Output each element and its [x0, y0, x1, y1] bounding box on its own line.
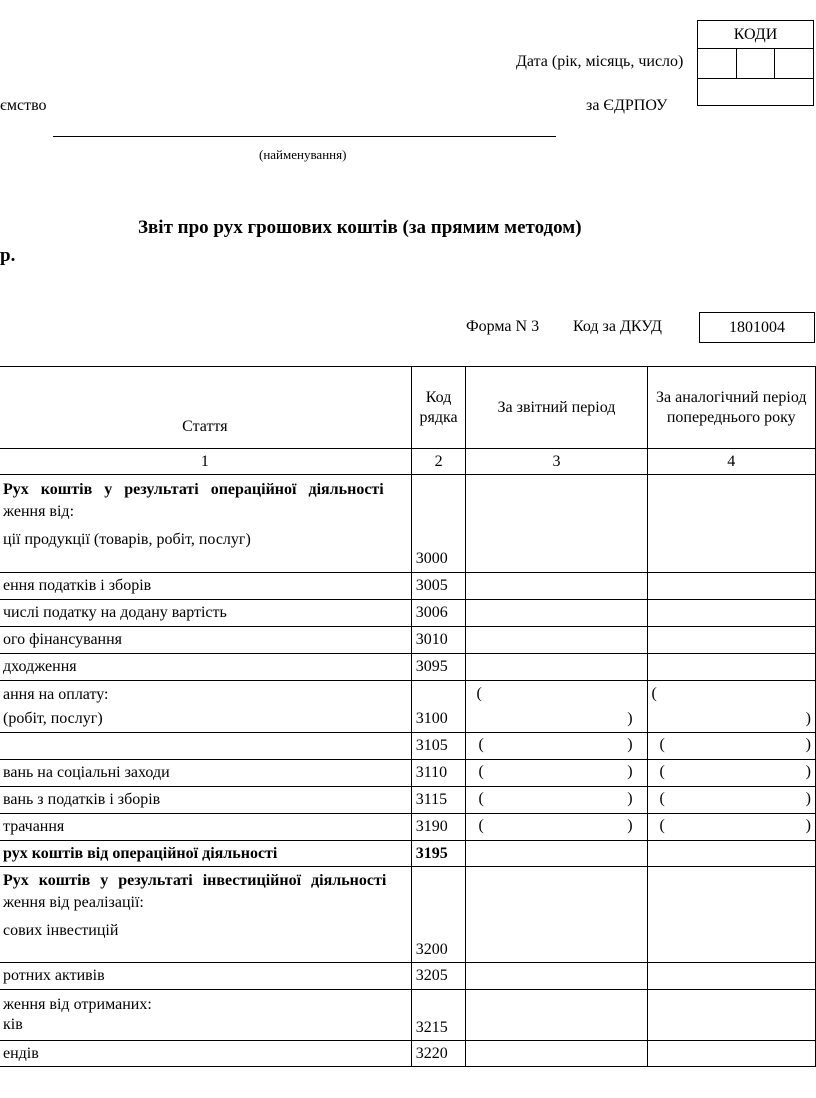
open-paren: ( — [659, 763, 665, 780]
codes-title: КОДИ — [698, 21, 813, 49]
row-label: вань з податків і зборів — [0, 787, 411, 814]
close-paren: ) — [805, 817, 811, 834]
open-paren: ( — [659, 736, 665, 753]
close-paren: ) — [805, 790, 811, 807]
col-number: 4 — [647, 449, 815, 475]
open-paren: ( — [476, 685, 482, 702]
row-label: трачання — [0, 814, 411, 841]
current-value-cell[interactable] — [466, 841, 647, 867]
close-paren: ) — [805, 710, 811, 727]
row-code: 3006 — [411, 600, 466, 627]
current-value-cell[interactable] — [466, 475, 647, 573]
header-article: Стаття — [0, 367, 411, 449]
row-label: ження від отриманих: — [3, 996, 152, 1013]
current-value-cell[interactable] — [466, 654, 647, 681]
previous-value-cell[interactable] — [647, 600, 815, 627]
date-code-cells — [698, 48, 813, 79]
section-title: Рух коштів у результаті операційної діяльності — [3, 481, 384, 498]
row-label: ендів — [0, 1041, 411, 1067]
close-paren: ) — [805, 736, 811, 753]
date-label: Дата (рік, місяць, число) — [516, 53, 684, 70]
row-code: 3190 — [411, 814, 466, 841]
table-row — [0, 1041, 816, 1067]
col-number: 1 — [0, 449, 411, 475]
name-caption: (найменування) — [259, 147, 347, 162]
table-row — [0, 787, 816, 814]
header-current: За звітний період — [466, 367, 647, 449]
date-year-cell[interactable] — [698, 48, 737, 78]
enterprise-label: ємство — [0, 97, 47, 114]
current-value-cell[interactable] — [466, 573, 647, 600]
dkud-label: Код за ДКУД — [573, 318, 662, 335]
current-value-cell[interactable] — [466, 760, 647, 787]
row-label: вань на соціальні заходи — [0, 760, 411, 787]
row-code: 3000 — [411, 475, 466, 573]
row-label: (робіт, послуг) — [3, 710, 103, 727]
row-label — [0, 733, 411, 760]
previous-value-cell[interactable] — [647, 627, 815, 654]
current-value-cell[interactable] — [466, 681, 647, 733]
row-label: ого фінансування — [0, 627, 411, 654]
row-label: числі податку на додану вартість — [0, 600, 411, 627]
row-code: 3095 — [411, 654, 466, 681]
row-code: 3110 — [411, 760, 466, 787]
col-number: 2 — [411, 449, 466, 475]
previous-value-cell[interactable] — [647, 475, 815, 573]
row-label: ків — [3, 1016, 23, 1033]
row-label: ення податків і зборів — [0, 573, 411, 600]
open-paren: ( — [478, 790, 484, 807]
previous-value-cell[interactable] — [647, 760, 815, 787]
current-value-cell[interactable] — [466, 627, 647, 654]
previous-value-cell[interactable] — [647, 990, 815, 1041]
open-paren: ( — [651, 685, 657, 702]
row-code: 3010 — [411, 627, 466, 654]
close-paren: ) — [627, 710, 633, 727]
current-value-cell[interactable] — [466, 990, 647, 1041]
previous-value-cell[interactable] — [647, 681, 815, 733]
row-code: 3220 — [411, 1041, 466, 1067]
row-code: 3205 — [411, 963, 466, 990]
edrpou-code-cell[interactable] — [698, 79, 813, 105]
dkud-code: 1801004 — [699, 312, 815, 343]
previous-value-cell[interactable] — [647, 573, 815, 600]
row-code: 3195 — [411, 841, 466, 867]
current-value-cell[interactable] — [466, 600, 647, 627]
row-code: 3115 — [411, 787, 466, 814]
date-day-cell[interactable] — [774, 48, 813, 78]
table-row — [0, 600, 816, 627]
table-row — [0, 841, 816, 867]
table-row — [0, 733, 816, 760]
enterprise-name-line[interactable] — [53, 136, 556, 137]
close-paren: ) — [627, 736, 633, 753]
close-paren: ) — [627, 790, 633, 807]
codes-box — [697, 20, 814, 106]
row-code: 3105 — [411, 733, 466, 760]
table-row — [0, 681, 816, 733]
current-value-cell[interactable] — [466, 1041, 647, 1067]
section-investing — [0, 867, 411, 963]
section-operating — [0, 475, 411, 573]
close-paren: ) — [805, 763, 811, 780]
open-paren: ( — [659, 790, 665, 807]
header-previous: За аналогічний період попереднього року — [647, 367, 815, 449]
form-label: Форма N 3 — [466, 318, 540, 335]
table-row — [0, 867, 816, 963]
open-paren: ( — [659, 817, 665, 834]
table-row — [0, 760, 816, 787]
open-paren: ( — [478, 817, 484, 834]
payment-label — [0, 681, 411, 733]
net-operating-label: рух коштів від операційної діяльності — [0, 841, 411, 867]
close-paren: ) — [627, 817, 633, 834]
cash-flow-table — [0, 366, 816, 1067]
edrpou-label: за ЄДРПОУ — [586, 97, 668, 114]
current-value-cell[interactable] — [466, 867, 647, 963]
row-label: сових інвестицій — [3, 922, 119, 939]
table-row — [0, 963, 816, 990]
previous-value-cell[interactable] — [647, 963, 815, 990]
row-label: ції продукції (товарів, робіт, послуг) — [3, 531, 251, 548]
date-month-cell[interactable] — [736, 48, 775, 78]
open-paren: ( — [478, 763, 484, 780]
row-label: ротних активів — [0, 963, 411, 990]
row-code: 3200 — [411, 867, 466, 963]
report-title: Звіт про рух грошових коштів (за прямим методом) — [138, 217, 582, 238]
previous-value-cell[interactable] — [647, 1041, 815, 1067]
row-code: 3100 — [411, 681, 466, 733]
close-paren: ) — [627, 763, 633, 780]
received-label — [0, 990, 411, 1041]
current-value-cell[interactable] — [466, 814, 647, 841]
table-row — [0, 654, 816, 681]
row-label: ження від: — [3, 503, 75, 520]
open-paren: ( — [478, 736, 484, 753]
table-row — [0, 990, 816, 1041]
row-label: ження від реалізації: — [3, 894, 144, 911]
table-row — [0, 475, 816, 573]
report-year: р. — [0, 245, 16, 266]
previous-value-cell[interactable] — [647, 654, 815, 681]
table-row — [0, 627, 816, 654]
row-code: 3005 — [411, 573, 466, 600]
current-value-cell[interactable] — [466, 787, 647, 814]
section-title: Рух коштів у результаті інвестиційної діяльності — [3, 872, 387, 889]
previous-value-cell[interactable] — [647, 787, 815, 814]
table-row — [0, 814, 816, 841]
header-code: Код рядка — [411, 367, 466, 449]
table-row — [0, 573, 816, 600]
previous-value-cell[interactable] — [647, 867, 815, 963]
column-numbers-row — [0, 449, 816, 475]
row-label: дходження — [0, 654, 411, 681]
col-number: 3 — [466, 449, 647, 475]
previous-value-cell[interactable] — [647, 841, 815, 867]
current-value-cell[interactable] — [466, 963, 647, 990]
current-value-cell[interactable] — [466, 733, 647, 760]
previous-value-cell[interactable] — [647, 733, 815, 760]
table-header-row — [0, 367, 816, 449]
row-label: ання на оплату: — [3, 686, 109, 703]
previous-value-cell[interactable] — [647, 814, 815, 841]
row-code: 3215 — [411, 990, 466, 1041]
